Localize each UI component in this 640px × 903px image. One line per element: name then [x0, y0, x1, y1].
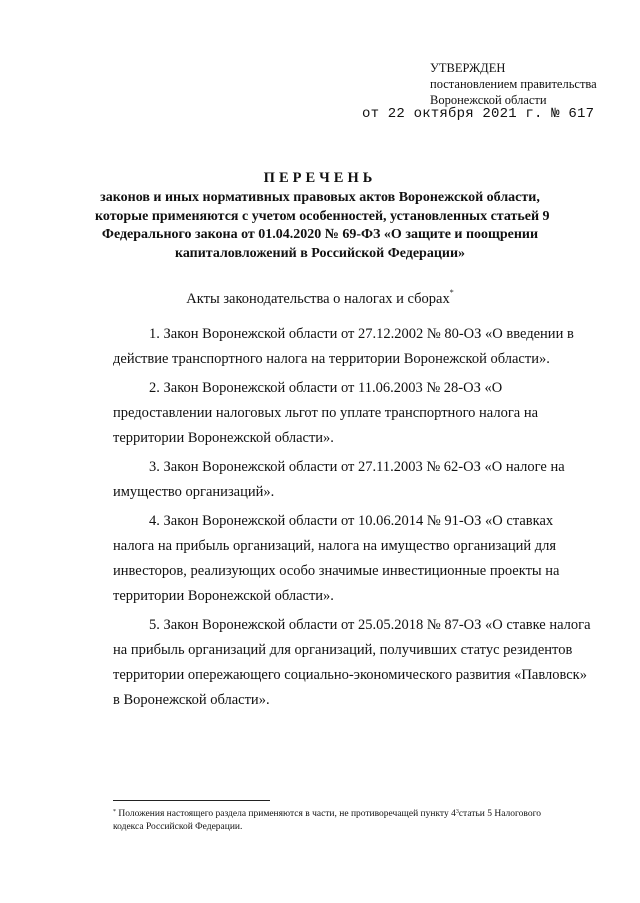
list-item-line: 3. Закон Воронежской области от 27.11.2003 № 62-ОЗ «О налоге на — [149, 459, 565, 475]
footnote-line — [113, 808, 613, 821]
list-item-line: имущество организаций». — [113, 484, 275, 500]
list-item — [113, 322, 633, 372]
list-item-line: предоставлении налоговых льгот по уплате транспортного налога на — [113, 405, 539, 421]
list-item-line: территории Воронежской области». — [113, 430, 334, 446]
law-list — [113, 322, 633, 717]
list-item-line: территории Воронежской области». — [113, 588, 334, 604]
list-item — [113, 509, 633, 609]
list-item-line: в Воронежской области». — [113, 692, 270, 708]
document-subtitle — [95, 189, 550, 263]
section-heading-text: Акты законодательства о налогах и сборах — [186, 291, 450, 307]
list-item-line: 2. Закон Воронежской области от 11.06.2003 № 28-ОЗ «О — [149, 380, 503, 396]
list-item-line: 1. Закон Воронежской области от 27.12.2002 № 80-ОЗ «О введении в — [149, 326, 574, 342]
section-heading — [0, 288, 640, 308]
subtitle-line: Федерального закона от 01.04.2020 № 69-ФЗ «О защите и поощрении — [101, 227, 539, 242]
footnote — [113, 808, 613, 834]
approval-issuer: постановлением правительства — [430, 77, 597, 91]
document-title: ПЕРЕЧЕНЬ — [263, 170, 377, 186]
list-item-line: инвесторов, реализующих особо значимые инвестиционные проекты на — [113, 563, 560, 579]
footnote-line: кодекса Российской Федерации. — [113, 822, 243, 832]
subtitle-line: капиталовложений в Российской Федерации» — [174, 245, 466, 261]
list-item-line: действие транспортного налога на территории Воронежской области». — [113, 351, 550, 367]
footnote-text-start: Положения настоящего раздела применяются в части, не противоречащей пункту 4 — [118, 809, 456, 819]
list-item — [113, 455, 633, 505]
subtitle-line: которые применяются с учетом особенностей, установленных статьей 9 — [95, 208, 550, 224]
list-item — [113, 613, 633, 713]
list-item-line: налога на прибыль организаций, налога на имущество организаций для — [113, 538, 557, 554]
list-item-line: 4. Закон Воронежской области от 10.06.2014 № 91-ОЗ «О ставках — [149, 513, 554, 529]
footnote-reference-mark: * — [449, 288, 454, 297]
list-item-line: территории опережающего социально-экономического развития «Павловск» — [113, 667, 587, 683]
approval-date: от 22 октября 2021 г. № 617 — [362, 106, 595, 122]
list-item-line: на прибыль организаций для организаций, получивших статус резидентов — [113, 642, 573, 658]
footnote-mark: * — [113, 809, 116, 815]
approval-status: УТВЕРЖДЕН — [430, 61, 506, 75]
subtitle-line: законов и иных нормативных правовых актов Воронежской области, — [100, 190, 540, 205]
approval-region: Воронежской области — [430, 93, 547, 107]
list-item — [113, 376, 633, 451]
approval-stamp — [430, 60, 635, 108]
footnote-superscript: 3 — [455, 809, 459, 815]
footnote-divider — [113, 800, 270, 801]
list-item-line: 5. Закон Воронежской области от 25.05.2018 № 87-ОЗ «О ставке налога — [149, 617, 591, 633]
footnote-text-end: статьи 5 Налогового — [458, 809, 542, 819]
